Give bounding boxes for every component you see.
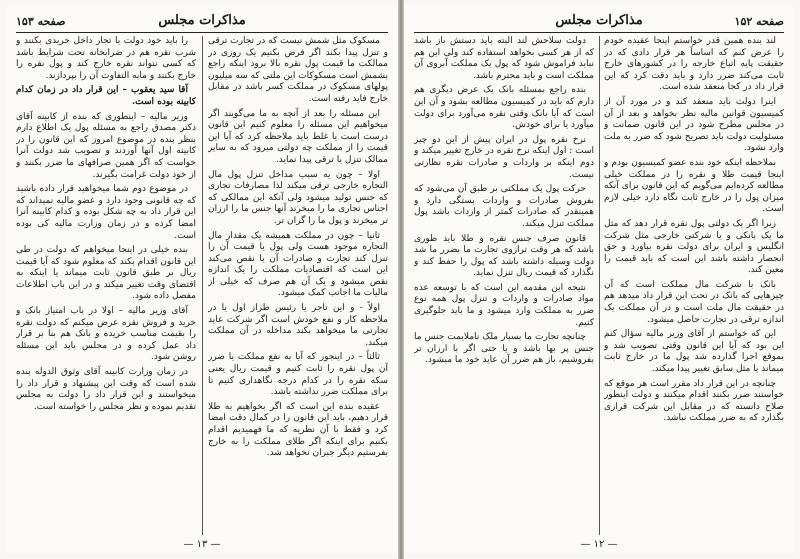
paragraph: عقیده بنده این است که اگر بخواهیم به طلا قرار دهیم، باید این قانون را در کمال دقت امضا کرد و فقط با آن نظریه که ما فهمیدیم اقدام بکنیم برای اینکه اگر طلای مملکت را به خارج بفرستیم دیگر جبران نخواهد شد. xyxy=(208,401,388,459)
paragraph: بنده راجع بمسئله بانک یک عرض دیگری هم دارم که باید در کمیسیون مطالعه بشود و آن این است که آیا بانک وقتی نقره می‌آورد برای دولت میآورد یا برای خودش. xyxy=(414,85,594,131)
paragraph: اولا – چون یه سبب مداخل تنزل پول مال التجاره خارجی ترقی میکند لذا مصارفات تجاری که جنس تولید میشود ولی آنکه این ممالکی که اجناس تجاری ما را میخرند آنها جنس ما را ارزان تر میخرند و پول ما را گران تر. xyxy=(208,169,388,226)
right-header-rule xyxy=(414,32,784,33)
paragraph: وزیر مالیه – اینطوری که بنده از کابینه آقای دکتر مصدق راجع به مسئله پول یک اطلاع دارم بنظر بنده در موضوع امروز که این قانون را در کابینه اول آنها آوردند و تصویب شد دولت آنرا خواست که اگر همین صرافهای ما ضرر بکنند و از خود دولت غرامت بگیرند. xyxy=(16,111,196,180)
left-page-right-column xyxy=(208,36,388,535)
right-page-number: صفحه ۱۵۲ xyxy=(734,15,784,28)
paragraph: ثانیا – چون در مملکت همیشه یک مقدار مال التجاره موجود هست ولی پول یا قیمت آن را تنزل کند تجارت و صادرات آن یا نقص می‌کند این است که اقتصادیات مملکت را یک اندازه نقص میشود و یک آن هم صرف که خیلی از مالیات ما اجانب کمک میشود. xyxy=(208,230,388,299)
paragraph: لند بنده همین قدر خواستم اینجا عقیده خودم را عرض کنم که اساساً هر قرار دادی که در حقیقت پایه اتباع خارجه را در کشورهای خارج ثابت می‌کند ضرر دارد و باید دقت کرد که این قرار داد در کجا منعقد شده است. xyxy=(604,36,784,93)
right-page-header xyxy=(414,12,784,32)
left-page-footer: — ۱۳ — xyxy=(183,539,221,550)
paragraph: قانون صرف جنس نقره و طلا باید طوری باشد که هر وقت ترازوی تجارت ما بضرر ما شد دولت وسیله داشته باشد که پول را حفظ کند و نگذارد که قیمت ریال تنزل نماید. xyxy=(414,233,594,279)
right-page-left-column xyxy=(414,36,594,535)
paragraph: این که خواستم از آقای وزیر مالیه سؤال کنم این بود که آیا این قانون وقتی تصویب شد و بموقع اجرا گذارده شد پول ما در خارج ثابت میماند یا مثل سابق تغییر پیدا میکند. xyxy=(604,329,784,375)
right-page-footer: — ۱۲ — xyxy=(580,539,618,550)
paragraph: اولاً - و این تاجر یا رئیس طراز اول یا در ملاحظه کار و نفع خودش است اگر شرکت عاید تجارتی ما میخواهد بکند مداخله در آن مملکت میکند. xyxy=(208,303,388,348)
paragraph: ثالثاً – در اینجور که آیا به نفع مملکت یا ضرر آن پول نقره را ثابت کنیم و قیمت ریال یعنی سکه نقره را در کدام درجه نگاهداری کنیم تا برای مملکت ضرر نداشته باشد. xyxy=(208,352,388,398)
paragraph: چنانچه تجارت ما بسیار ملک ناملایمت جنس ما جنس پر بها باشد و یا حتی اگر با ارزان تر بفروشیم، باز هم ضرر آن عاید خود ما میشود. xyxy=(414,332,594,366)
left-page-header xyxy=(16,12,388,32)
speaker-paragraph: آقا سید یعقوب – این قرار داد در زمان کدام کابینه بوده است. xyxy=(16,85,196,107)
right-page xyxy=(404,6,794,553)
right-running-title: مذاکرات مجلس xyxy=(555,13,643,28)
paragraph: دولت سلاحش لند البته باید دستش باز باشد که از هر کسی بخواهد استفاده کند ولی این هم نباید فراموش شود که پول یک مملکت آبروی آن مملکت است و باید محترم باشد. xyxy=(414,36,594,81)
paragraph: اینرا دولت باید منعقد کند و در مورد آن از کمیسیون قوانین مالیه نظر بخواهد و بعد از آن در مجلس مطرح شود در این قانون ضمانت و مسئولیت دولت باید تصریح شود که ضرر به ملت وارد نشود. xyxy=(604,96,784,154)
left-page xyxy=(6,6,398,553)
left-page-left-column xyxy=(16,36,196,535)
paragraph: مسکوک مثل شمش نیست که در تجارت ترقی و تنزل پیدا بکند اگر فرض بکنیم یک روزی در ممالکت ما قیمت پول نقره بالا برود اینکه راجع بشمش است مسکوکات این ملتی که سه میلیون پولهای مسکوک در مملکت کسر باشد در مقابل خارج فاید رفته است. xyxy=(208,36,388,104)
paragraph: در زمان وزارت کابینه آقای وثوق الدوله بنده شده است که وقت این پیشنهاد و قرار داد را میخواستند و این قرار داد را دولت به مجلس تقدیم نموده و نظر مجلس را خواسته است. xyxy=(16,367,196,412)
paragraph: آقای وزیر مالیه – اولا در باب امتیاز بانک و خرید و فروش نقره عرض میکنم که دولت نقره را بقیمت مناسب خریده و بانک هم بنا بر قرار داد عمل کرده و در مجلس باید این مسئله روشن شود. xyxy=(16,306,196,363)
paragraph: بانک با شرکت مال مملکت است که آن چیزهایی که بانک در تحت این قرار داد میدهد هم در حقیقت مال ملت است و در آن مملکت یک اندازه ترقی در تجارت حاصل میشود. xyxy=(604,279,784,325)
paragraph: بملاحظه اینکه خود بنده عضو کمیسیون بودم و اینجا قیمت طلا و نقره را در مملکت خیلی مطالعه کرده‌ایم می‌گویم که این قانون برای آنکه میزان پول را در خارج ثابت نگاه دارد خیلی لازم است. xyxy=(604,157,784,215)
left-header-rule xyxy=(16,32,388,33)
paragraph: را باید خود دولت یا تجار داخل خریدی بکنند و شرب نقره هم در ضرابخانه تحت شرایط باشد که کسی نتواند نقره خارج کند و پول نقره را خارج بکنند و مابه التفاوت آن را بپردازند. xyxy=(16,36,196,81)
paragraph: این مسئله را بعد از آنچه به ما می‌گویند اگر میخواهیم این مسئله را معلوم کنیم این قانون درست است یا غلط باید ملاحظه کرد که آیا این قیمت را از مملکت چه دولتی میرود که به سایر ممالک تنزل یا ترقی پیدا نماید. xyxy=(208,108,388,165)
right-column-divider xyxy=(599,36,600,535)
paragraph: بنده خیلی در اینجا میخواهم که دولت در طی این قانون اقدام بکند که معلوم شود که آیا قیمت ریال بر طبق قانون ثابت میماند یا اینکه به اقتضای وقت تغییر میکند و در این باب اطلاعات مفصل داده شود. xyxy=(16,245,196,302)
right-page-right-column xyxy=(604,36,784,535)
paragraph: زیرا اگر یک دولتی پول نقره قرار دهد که مثل ما یک بانکی و یا شرکتی خارجی مثل شرکت انگلیس و ایران برای دولت نقره بیاورد و حق انحصار داشته باشد این است که باید قیمت را معین کند. xyxy=(604,218,784,276)
paragraph: حرکت پول یک مملکتی بر طبق آن می‌شود که بفروش صادرات و واردات بستگی دارد و همینقدر که صادرات کمتر از واردات باشد پول مملکت تنزل میکند. xyxy=(414,184,594,229)
paragraph: در موضوع دوم شما میخواهید قرار داده باشید که چه قانونی وجود دارد و عضو مالیه نمیداند که این قرار داد به چه شکل بوده و کدام کابینه آنرا امضا کرده و در زمان وزارت مالیه کی بوده است. xyxy=(16,184,196,241)
paragraph: چنانچه در این قرار داد مقرر است هر موقع که خواستند ضرر بکنند اقدام میکنند و دولت اینطور صلاح دانسته که در مقابل این شرکت قراری بگذارد که به ضرر مملکت نباشد. xyxy=(604,378,784,424)
paragraph: نتیجه این مقدمه این است که با توسعه عده مواد صادرات و واردات و تنزل پول همه نوع ضرر به مملکت وارد میشود و ما باید جلوگیری کنیم. xyxy=(414,282,594,328)
left-page-number: صفحه ۱۵۳ xyxy=(16,15,66,28)
left-column-divider xyxy=(202,36,203,535)
left-running-title: مذاکرات مجلس xyxy=(158,13,246,28)
paragraph: نرخ نقره پول در ایران پیش از این دو چیز است : اول اینکه نرخ نقره در خارج تغییر میکند و دوم اینکه بر واردات و صادرات نقره نظارتی نیست. xyxy=(414,134,594,180)
